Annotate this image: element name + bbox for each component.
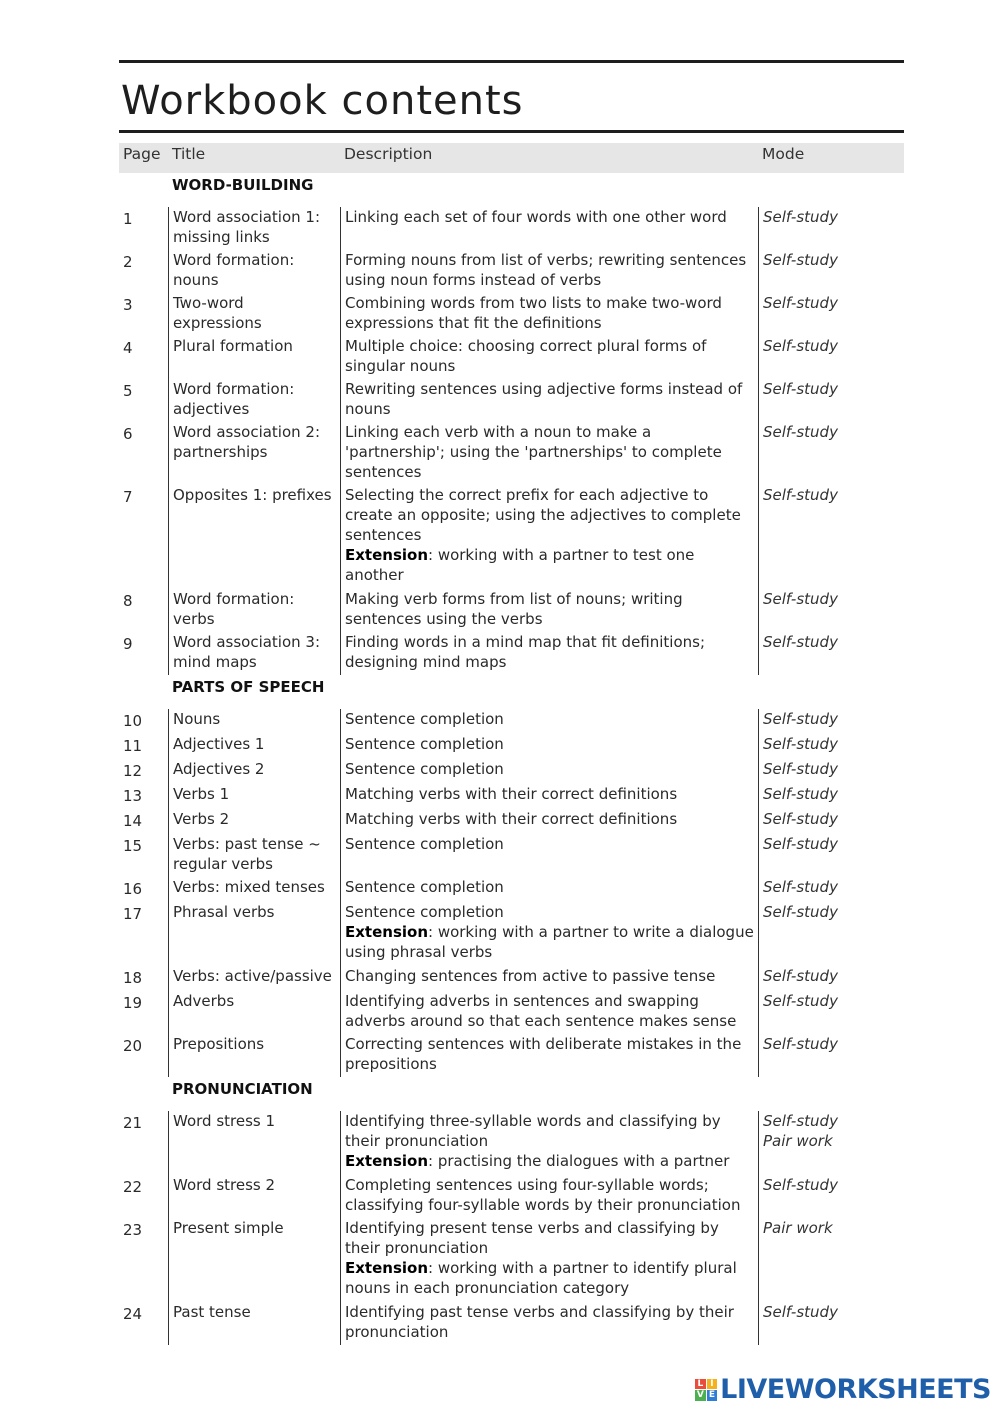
description-line xyxy=(345,589,754,629)
table-row-description xyxy=(340,422,758,485)
table-row-mode xyxy=(758,1034,904,1077)
table-row-page: 24 xyxy=(123,1305,143,1323)
description-text: Changing sentences from active to passive tense xyxy=(345,967,716,985)
description-text: : practising the dialogues with a partner xyxy=(428,1152,730,1170)
table-row-description xyxy=(340,632,758,675)
table-row-mode xyxy=(758,293,904,336)
description-text: Sentence completion xyxy=(345,710,504,728)
table-row-mode xyxy=(758,1302,904,1345)
table-row-mode xyxy=(758,834,904,877)
table-row-description xyxy=(340,759,758,784)
table-row-description xyxy=(340,991,758,1034)
table-row-description xyxy=(340,485,758,589)
column-header-mode: Mode xyxy=(758,143,904,173)
table-row-mode xyxy=(758,784,904,809)
table-row-title: Phrasal verbs xyxy=(168,902,340,966)
logo-mark-icon xyxy=(695,1379,717,1401)
description-text: Sentence completion xyxy=(345,878,504,896)
description-line xyxy=(345,709,754,729)
mode-value: Self-study xyxy=(763,835,838,853)
table-row-mode xyxy=(758,422,904,485)
table-row-mode xyxy=(758,877,904,902)
logo-text: LIVEWORKSHEETS xyxy=(720,1374,991,1405)
table-row-description xyxy=(340,834,758,877)
mode-value: Self-study xyxy=(763,710,838,728)
table-row-description xyxy=(340,250,758,293)
table-row-description xyxy=(340,207,758,250)
description-emphasis: Extension xyxy=(345,1152,428,1170)
table-row-title: Adjectives 1 xyxy=(168,734,340,759)
description-text: Sentence completion xyxy=(345,760,504,778)
description-line xyxy=(345,250,754,290)
mode-value: Pair work xyxy=(763,1132,833,1150)
table-row-mode xyxy=(758,966,904,991)
mode-value: Self-study xyxy=(763,810,838,828)
mode-value: Self-study xyxy=(763,735,838,753)
table-row-title: Word stress 1 xyxy=(168,1111,340,1175)
description-line xyxy=(345,632,754,672)
description-line xyxy=(345,485,754,545)
mode-value: Self-study xyxy=(763,903,838,921)
contents-table xyxy=(119,143,904,1345)
table-row-description xyxy=(340,966,758,991)
description-line xyxy=(345,379,754,419)
description-text: : working with a partner to identify plural nouns in each pronunciation category xyxy=(345,1259,737,1297)
mode-value: Self-study xyxy=(763,878,838,896)
mode-value: Self-study xyxy=(763,633,838,651)
table-row-title: Nouns xyxy=(168,709,340,734)
description-line xyxy=(345,1111,754,1151)
description-line xyxy=(345,834,754,854)
table-row-mode xyxy=(758,1175,904,1218)
section-heading: PARTS OF SPEECH xyxy=(172,678,325,696)
description-text: Linking each set of four words with one other word xyxy=(345,208,727,226)
description-text: Linking each verb with a noun to make a 'partnership'; using the 'partnerships' to complete sentences xyxy=(345,423,722,481)
mode-value: Self-study xyxy=(763,1176,838,1194)
table-row-mode xyxy=(758,485,904,589)
description-text: Identifying present tense verbs and classifying by their pronunciation xyxy=(345,1219,719,1257)
table-row-page: 16 xyxy=(123,880,143,898)
description-text: Sentence completion xyxy=(345,903,504,921)
description-text: : working with a partner to write a dialogue using phrasal verbs xyxy=(345,923,754,961)
mode-value: Self-study xyxy=(763,590,838,608)
table-row-description xyxy=(340,336,758,379)
column-header-description: Description xyxy=(340,143,758,173)
mode-value: Self-study xyxy=(763,251,838,269)
table-row-title: Adjectives 2 xyxy=(168,759,340,784)
description-line xyxy=(345,1258,754,1298)
mode-value: Self-study xyxy=(763,992,838,1010)
table-row-mode xyxy=(758,734,904,759)
description-text: Correcting sentences with deliberate mistakes in the prepositions xyxy=(345,1035,742,1073)
description-line xyxy=(345,422,754,482)
page-title: Workbook contents xyxy=(121,78,524,124)
table-row-page: 12 xyxy=(123,762,143,780)
mode-value: Self-study xyxy=(763,423,838,441)
table-row-page: 20 xyxy=(123,1037,143,1055)
description-line xyxy=(345,759,754,779)
description-line xyxy=(345,784,754,804)
table-row-title: Verbs 1 xyxy=(168,784,340,809)
table-row-mode xyxy=(758,336,904,379)
mode-value: Self-study xyxy=(763,760,838,778)
description-emphasis: Extension xyxy=(345,1259,428,1277)
description-line xyxy=(345,922,754,962)
table-row-title: Plural formation xyxy=(168,336,340,379)
description-line xyxy=(345,902,754,922)
table-row-mode xyxy=(758,759,904,784)
column-header-page: Page xyxy=(119,143,168,173)
mode-value: Self-study xyxy=(763,1112,838,1130)
description-text: Combining words from two lists to make two-word expressions that fit the definitions xyxy=(345,294,722,332)
table-row-page: 21 xyxy=(123,1114,143,1132)
description-text: Selecting the correct prefix for each adjective to create an opposite; using the adjectives to complete sentences xyxy=(345,486,741,544)
mode-value: Self-study xyxy=(763,486,838,504)
table-row-title: Adverbs xyxy=(168,991,340,1034)
description-line xyxy=(345,991,754,1031)
description-text: Matching verbs with their correct definitions xyxy=(345,785,678,803)
table-row-mode xyxy=(758,809,904,834)
table-row-mode xyxy=(758,250,904,293)
table-row-title: Past tense xyxy=(168,1302,340,1345)
table-row-mode xyxy=(758,632,904,675)
description-line xyxy=(345,877,754,897)
table-row-mode xyxy=(758,1111,904,1175)
table-row-mode xyxy=(758,902,904,966)
table-row-description xyxy=(340,1175,758,1218)
table-row-mode xyxy=(758,1218,904,1302)
mode-value: Self-study xyxy=(763,967,838,985)
description-line xyxy=(345,336,754,376)
table-row-title: Word formation: adjectives xyxy=(168,379,340,422)
table-row-page: 19 xyxy=(123,994,143,1012)
title-rule xyxy=(119,130,904,133)
description-text: Completing sentences using four-syllable words; classifying four-syllable words by their pronunciation xyxy=(345,1176,741,1214)
mode-value: Pair work xyxy=(763,1219,833,1237)
description-text: Identifying adverbs in sentences and swapping adverbs around so that each sentence makes sense xyxy=(345,992,737,1030)
mode-value: Self-study xyxy=(763,785,838,803)
table-row-description xyxy=(340,589,758,632)
logo-mark-letter: I xyxy=(707,1379,718,1390)
description-text: Identifying past tense verbs and classifying by their pronunciation xyxy=(345,1303,734,1341)
table-row-page: 15 xyxy=(123,837,143,855)
table-row-description xyxy=(340,877,758,902)
table-row-description xyxy=(340,1111,758,1175)
table-row-title: Verbs: mixed tenses xyxy=(168,877,340,902)
table-row-title: Verbs 2 xyxy=(168,809,340,834)
table-row-title: Word association 2: partnerships xyxy=(168,422,340,485)
description-line xyxy=(345,1175,754,1215)
description-text: Multiple choice: choosing correct plural forms of singular nouns xyxy=(345,337,707,375)
table-row-description xyxy=(340,379,758,422)
description-line xyxy=(345,545,754,585)
mode-value: Self-study xyxy=(763,208,838,226)
table-row-page: 17 xyxy=(123,905,143,923)
table-row-title: Word formation: nouns xyxy=(168,250,340,293)
section-spacer xyxy=(119,1077,168,1111)
table-row-title: Word stress 2 xyxy=(168,1175,340,1218)
description-text: Finding words in a mind map that fit definitions; designing mind maps xyxy=(345,633,706,671)
logo-mark-letter: L xyxy=(695,1379,706,1390)
table-row-page: 14 xyxy=(123,812,143,830)
table-row-page: 8 xyxy=(123,592,133,610)
logo-mark-letter: V xyxy=(696,1390,704,1400)
description-text: Matching verbs with their correct definitions xyxy=(345,810,678,828)
table-row-page: 10 xyxy=(123,712,143,730)
table-row-page: 22 xyxy=(123,1178,143,1196)
description-line xyxy=(345,1218,754,1258)
table-row-mode xyxy=(758,207,904,250)
table-row-page: 23 xyxy=(123,1221,143,1239)
table-row-description xyxy=(340,734,758,759)
table-row-mode xyxy=(758,589,904,632)
table-row-title: Verbs: active/passive xyxy=(168,966,340,991)
description-text: Sentence completion xyxy=(345,735,504,753)
table-row-mode xyxy=(758,991,904,1034)
description-emphasis: Extension xyxy=(345,923,428,941)
table-row-page: 6 xyxy=(123,425,133,443)
table-row-title: Verbs: past tense ~ regular verbs xyxy=(168,834,340,877)
column-header-title: Title xyxy=(168,143,340,173)
description-emphasis: Extension xyxy=(345,546,428,564)
description-line xyxy=(345,966,754,986)
table-row-description xyxy=(340,1302,758,1345)
table-row-page: 5 xyxy=(123,382,133,400)
section-heading: PRONUNCIATION xyxy=(172,1080,313,1098)
description-line xyxy=(345,734,754,754)
description-text: Making verb forms from list of nouns; writing sentences using the verbs xyxy=(345,590,683,628)
table-row-description xyxy=(340,784,758,809)
mode-value: Self-study xyxy=(763,380,838,398)
table-row-title: Two-word expressions xyxy=(168,293,340,336)
table-row-page: 2 xyxy=(123,253,133,271)
mode-value: Self-study xyxy=(763,1035,838,1053)
description-line xyxy=(345,1151,754,1171)
description-text: Sentence completion xyxy=(345,835,504,853)
table-row-description xyxy=(340,809,758,834)
table-row-page: 3 xyxy=(123,296,133,314)
table-row-page: 1 xyxy=(123,210,133,228)
description-text: Rewriting sentences using adjective forms instead of nouns xyxy=(345,380,743,418)
table-row-title: Word association 1: missing links xyxy=(168,207,340,250)
section-spacer xyxy=(119,675,168,709)
table-row-page: 9 xyxy=(123,635,133,653)
section-heading: WORD-BUILDING xyxy=(172,176,314,194)
description-line xyxy=(345,809,754,829)
table-row-title: Word formation: verbs xyxy=(168,589,340,632)
table-row-description xyxy=(340,293,758,336)
table-row-title: Opposites 1: prefixes xyxy=(168,485,340,589)
mode-value: Self-study xyxy=(763,294,838,312)
document-page xyxy=(119,60,904,1345)
table-row-description xyxy=(340,1218,758,1302)
table-row-title: Word association 3: mind maps xyxy=(168,632,340,675)
table-row-page: 13 xyxy=(123,787,143,805)
table-row-page: 4 xyxy=(123,339,133,357)
table-row-page: 7 xyxy=(123,488,133,506)
mode-value: Self-study xyxy=(763,1303,838,1321)
table-row-page: 18 xyxy=(123,969,143,987)
logo-mark-letter: E xyxy=(707,1390,718,1401)
table-row-mode xyxy=(758,379,904,422)
description-line xyxy=(345,1302,754,1342)
description-line xyxy=(345,1034,754,1074)
description-line xyxy=(345,293,754,333)
liveworksheets-logo xyxy=(695,1374,991,1405)
table-row-description xyxy=(340,902,758,966)
description-text: Identifying three-syllable words and classifying by their pronunciation xyxy=(345,1112,721,1150)
description-line xyxy=(345,207,754,227)
description-text: Forming nouns from list of verbs; rewriting sentences using noun forms instead of verbs xyxy=(345,251,747,289)
top-rule xyxy=(119,60,904,63)
table-row-title: Prepositions xyxy=(168,1034,340,1077)
table-row-description xyxy=(340,709,758,734)
table-row-page: 11 xyxy=(123,737,143,755)
table-row-title: Present simple xyxy=(168,1218,340,1302)
table-row-description xyxy=(340,1034,758,1077)
table-row-mode xyxy=(758,709,904,734)
description-text: : working with a partner to test one another xyxy=(345,546,695,584)
section-spacer xyxy=(119,173,168,207)
mode-value: Self-study xyxy=(763,337,838,355)
